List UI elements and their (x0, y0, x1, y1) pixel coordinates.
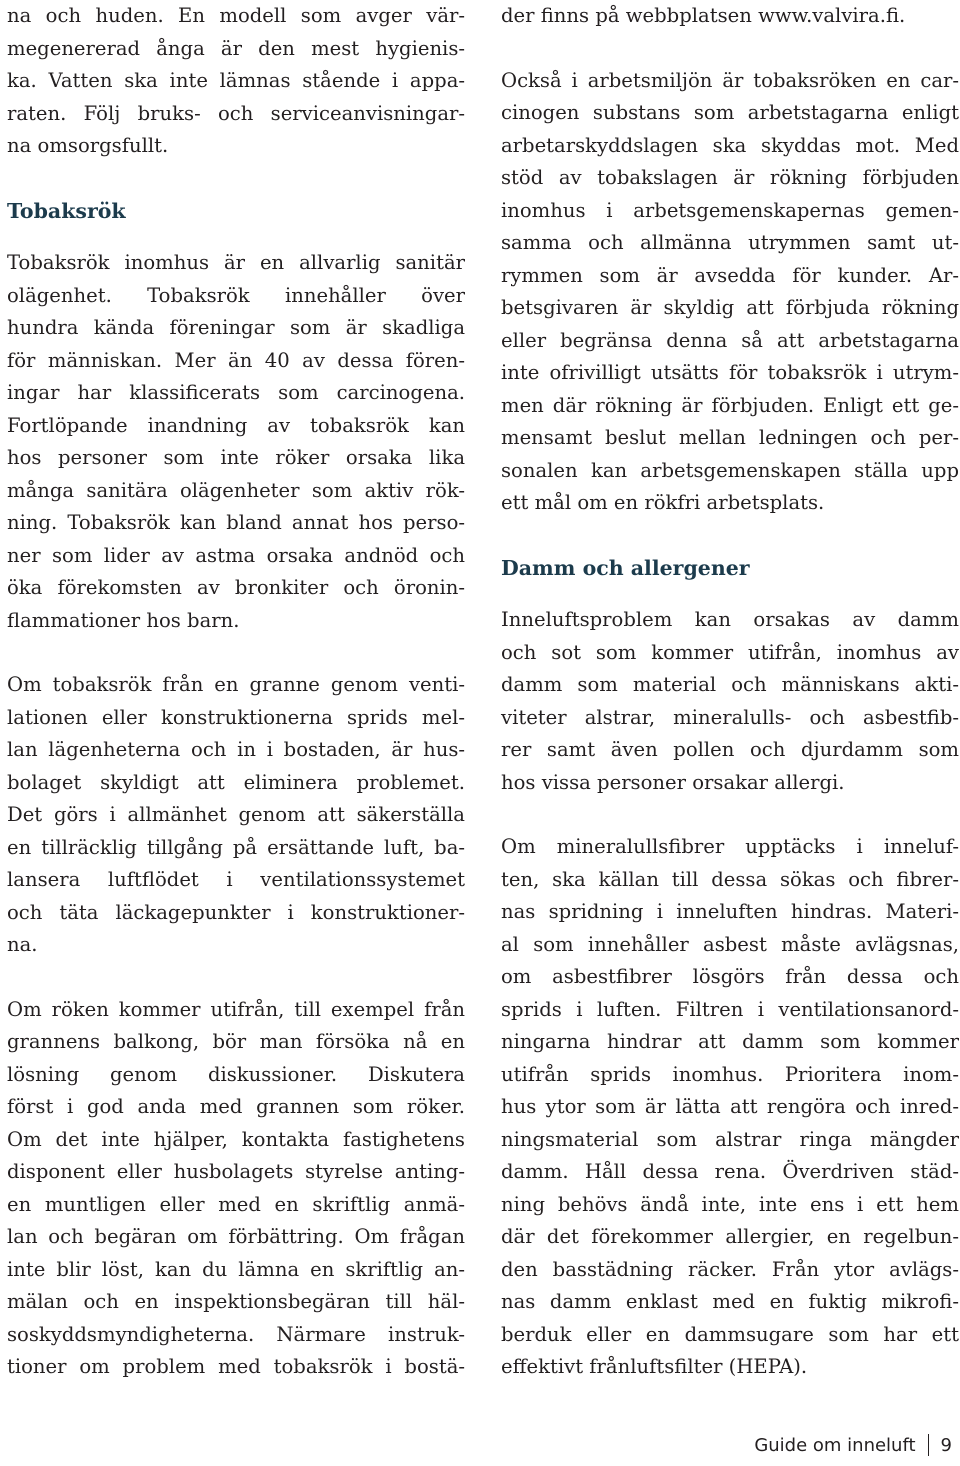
text-line: en tillräcklig tillgång på ersättande luft, ba- (7, 835, 465, 859)
text-line: cinogen substans som arbetstagarna enligt (501, 101, 959, 124)
text-line: lansera luftflödet i ventilationssystemet (7, 868, 465, 891)
paragraph (501, 604, 959, 799)
text-line: mensamt beslut mellan ledningen och per- (501, 426, 959, 449)
text-line: mälan och en inspektionsbegäran till häl- (7, 1290, 465, 1313)
text-line: soskyddsmyndigheterna. Närmare instruk- (7, 1322, 465, 1346)
right-column (501, 0, 959, 1384)
paragraph (7, 994, 465, 1384)
text-line: hos personer som inte röker orsaka lika (7, 446, 465, 469)
text-line: en muntligen eller med en skriftlig anmä- (7, 1192, 465, 1216)
text-line: ett mål om en rökfri arbetsplats. (501, 491, 825, 514)
text-line: stöd av tobakslagen är rökning förbjuden (501, 166, 959, 189)
text-line: ningarna hindrar att damm som kommer (501, 1030, 959, 1053)
text-line: Om tobaksrök från en granne genom venti- (7, 673, 465, 696)
paragraph (501, 65, 959, 520)
text-line: damm som material och människans akti- (501, 673, 959, 696)
text-line: och täta läckagepunkter i konstruktioner- (7, 900, 465, 924)
text-line: raten. Följ bruks- och serviceanvisningar- (7, 101, 465, 125)
text-line: berduk eller en dammsugare som har ett (501, 1322, 959, 1346)
text-line: na omsorgsfullt. (7, 134, 169, 157)
text-line: ner som lider av astma orsaka andnöd och (7, 543, 465, 567)
left-column (7, 0, 465, 1384)
section-heading-damm: Damm och allergener (501, 555, 750, 580)
text-line: na och huden. En modell som avger vär- (7, 4, 465, 27)
text-line: nas spridning i inneluften hindras. Materi- (501, 900, 959, 923)
text-line: rymmen som är avsedda för kunder. Ar- (501, 263, 959, 287)
text-line: ningsmaterial som alstrar ringa mängder (501, 1127, 959, 1151)
text-line: ning behövs ändå inte, inte ens i ett hem (501, 1192, 959, 1216)
text-line: effektivt frånluftsfilter (HEPA). (501, 1355, 808, 1378)
text-line: Fortlöpande inandning av tobaksrök kan (7, 413, 465, 437)
text-line: nas damm enklast med en fuktig mikrofi- (501, 1290, 959, 1313)
text-line: hus ytor som är lätta att rengöra och inred- (501, 1095, 959, 1118)
text-line: öka förekomsten av bronkiter och öronin- (7, 576, 465, 599)
paragraph (7, 669, 465, 962)
text-line: viteter alstrar, mineralulls- och asbestfib- (501, 705, 959, 729)
footer-divider (928, 1434, 929, 1456)
text-line: ingar har klassificerats som carcinogena. (7, 381, 465, 404)
text-line: många sanitära olägenheter som aktiv rök- (7, 478, 465, 502)
text-line: den basstädning räcker. Från ytor avlägs- (501, 1257, 959, 1281)
page-footer (754, 1434, 952, 1456)
text-line: inte blir löst, kan du lämna en skriftlig an- (7, 1257, 465, 1281)
text-line: om asbestfibrer lösgörs från dessa och (501, 965, 959, 988)
text-line: lan lägenheterna och in i bostaden, är hus- (7, 738, 465, 761)
paragraph (501, 831, 959, 1384)
text-line: na. (7, 933, 38, 956)
text-line: der finns på webbplatsen www.valvira.fi. (501, 4, 906, 27)
text-line: tioner om problem med tobaksrök i bostä- (7, 1355, 465, 1378)
text-line: hos vissa personer orsakar allergi. (501, 770, 845, 794)
text-line: och sot som kommer utifrån, inomhus av (501, 640, 959, 664)
text-line: lösning genom diskussioner. Diskutera (7, 1062, 465, 1086)
text-line: Om röken kommer utifrån, till exempel från (7, 997, 465, 1021)
text-line: Det görs i allmänhet genom att säkerställa (7, 803, 465, 826)
text-line: sprids i luften. Filtren i ventilationsanord- (501, 997, 959, 1021)
text-line: utifrån sprids inomhus. Prioritera inom- (501, 1062, 959, 1086)
text-line: megenererad ånga är den mest hygienis- (7, 36, 465, 60)
text-line: ten, ska källan till dessa sökas och fibrer- (501, 867, 959, 891)
text-line: hundra kända föreningar som är skadliga (7, 316, 465, 339)
text-line: rer samt även pollen och djurdamm som (501, 738, 959, 761)
page-number: 9 (940, 1434, 952, 1456)
text-line: ning. Tobaksrök kan bland annat hos perso- (7, 511, 465, 534)
text-line: Om mineralullsfibrer upptäcks i inneluf- (501, 835, 959, 858)
text-line: bolaget skyldigt att eliminera problemet. (7, 770, 465, 794)
text-line: för människan. Mer än 40 av dessa fören- (7, 348, 465, 372)
text-line: inomhus i arbetsgemenskapernas gemen- (501, 198, 959, 222)
footer-title: Guide om inneluft (754, 1434, 916, 1456)
text-line: men där rökning är förbjuden. Enligt ett ge- (501, 393, 959, 417)
section-heading-tobaksrok: Tobaksrök (7, 198, 126, 223)
text-line: sonalen kan arbetsgemenskapen ställa upp (501, 458, 959, 482)
text-line: Inneluftsproblem kan orsakas av damm (501, 608, 959, 631)
text-line: betsgivaren är skyldig att förbjuda rökning (501, 296, 959, 319)
text-line: eller begränsa denna så att arbetstagarna (501, 328, 959, 352)
text-line: flammationer hos barn. (7, 608, 240, 632)
paragraph-continued (501, 0, 959, 33)
text-line: där det förekommer allergier, en regelbun- (501, 1225, 959, 1248)
paragraph (7, 247, 465, 637)
text-line: grannens balkong, bör man försöka nå en (7, 1030, 465, 1053)
text-line: damm. Håll dessa rena. Överdriven städ- (501, 1160, 959, 1183)
text-line: arbetarskyddslagen ska skyddas mot. Med (501, 133, 959, 157)
text-line: disponent eller husbolagets styrelse anting- (7, 1160, 465, 1183)
text-line: lationen eller konstruktionerna sprids mel- (7, 705, 465, 729)
text-line: Tobaksrök inomhus är en allvarlig sanitär (7, 251, 465, 274)
text-line: ka. Vatten ska inte lämnas stående i appa- (7, 69, 465, 92)
paragraph-continued (7, 0, 465, 163)
text-line: samma och allmänna utrymmen samt ut- (501, 231, 959, 254)
text-line: Om det inte hjälper, kontakta fastighetens (7, 1127, 465, 1151)
text-line: lan och begäran om förbättring. Om frågan (7, 1225, 465, 1248)
text-line: först i god anda med grannen som röker. (7, 1095, 465, 1118)
text-line: olägenhet. Tobaksrök innehåller över (7, 283, 465, 307)
text-line: al som innehåller asbest måste avlägsnas, (501, 932, 959, 956)
text-line: Också i arbetsmiljön är tobaksröken en car- (501, 68, 959, 92)
text-line: inte ofrivilligt utsätts för tobaksrök i utrym- (501, 361, 959, 384)
